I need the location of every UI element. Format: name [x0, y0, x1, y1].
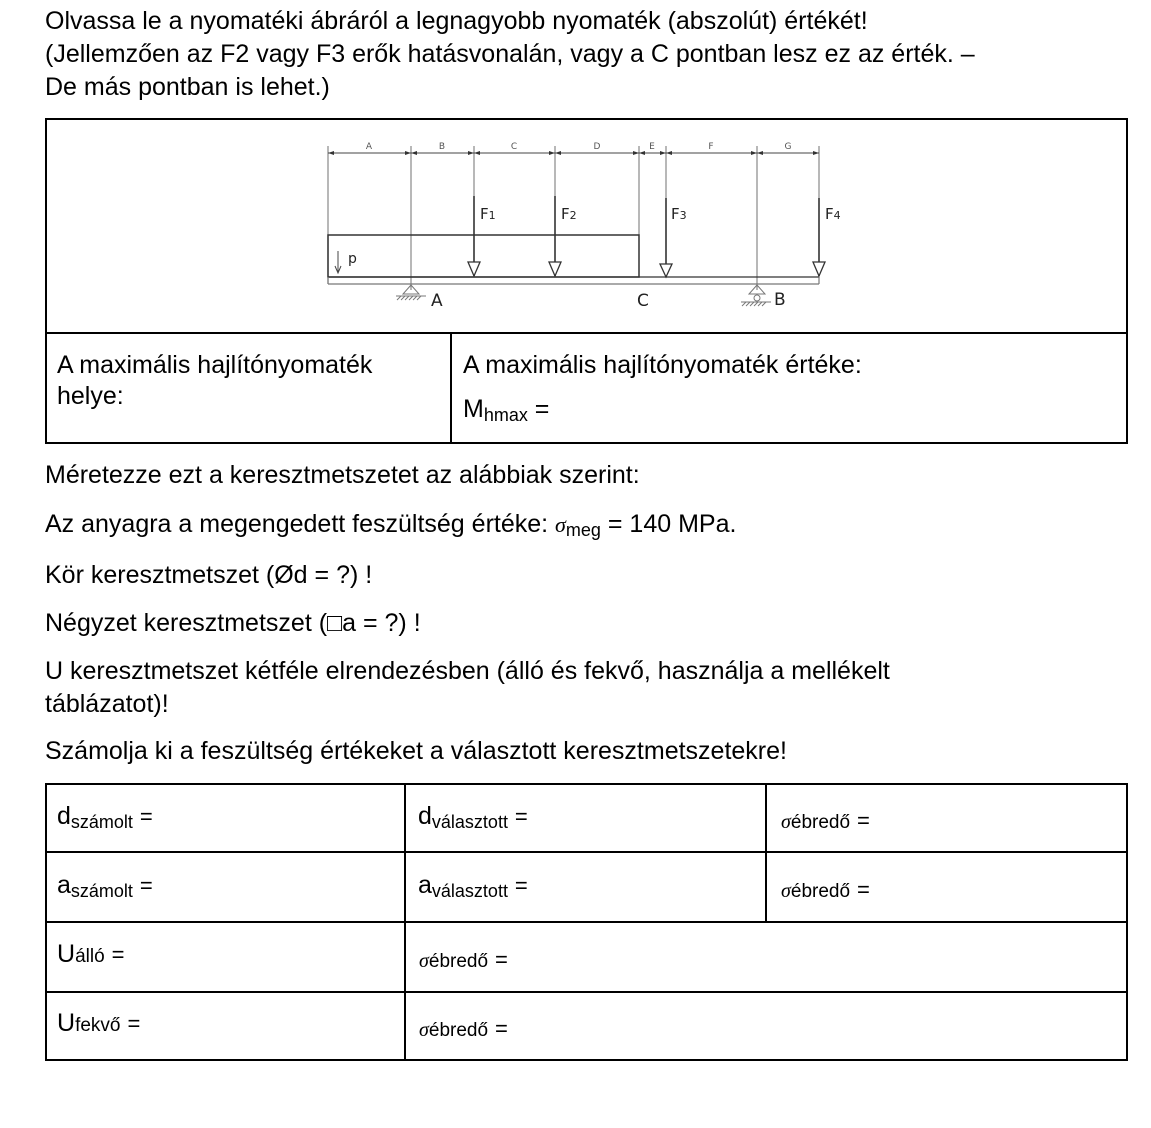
max-moment-value-cell[interactable] [452, 334, 1126, 442]
a-calculated-subscript: számolt [70, 881, 133, 901]
d-chosen-subscript: választott [431, 812, 508, 832]
max-moment-value-label: A maximális hajlítónyomaték értéke: [463, 351, 862, 379]
d-symbol: d [57, 802, 71, 830]
compute-stress-task: Számolja ki a feszültség értékeket a választott keresztmetszetekre! [45, 737, 787, 765]
circle-section-task: Kör keresztmetszet (Ød = ?) ! [45, 561, 373, 589]
equals-sign: = [495, 1016, 508, 1041]
segment-label-c: C [510, 142, 518, 152]
sigma-arising-subscript: ébredő [790, 812, 851, 833]
sigma-symbol: σ [419, 950, 429, 972]
point-label-b: B [774, 290, 786, 310]
intro-line-3: De más pontban is lehet.) [45, 73, 330, 101]
u-section-task-2: táblázatot)! [45, 690, 169, 718]
roller-support-icon [741, 285, 771, 306]
a-chosen-subscript: választott [431, 881, 508, 901]
max-moment-location-label-1: A maximális hajlítónyomaték [57, 351, 373, 379]
mhmax-subscript: hmax [483, 405, 528, 425]
u-standing-subscript: álló [75, 946, 105, 967]
d-symbol: d [418, 802, 432, 830]
sigma-circle-cell[interactable] [767, 785, 1126, 851]
allowed-stress-value: = 140 MPa. [607, 510, 737, 538]
a-calculated-cell[interactable] [47, 853, 404, 921]
segment-label-a: A [365, 142, 373, 152]
force-label-f4: F4 [825, 205, 841, 223]
point-label-a: A [431, 291, 443, 311]
equals-sign: = [111, 942, 125, 967]
u-lying-cell[interactable] [47, 993, 404, 1059]
segment-label-b: B [438, 142, 446, 152]
sigma-u-lying-cell[interactable] [406, 993, 1126, 1059]
equals-sign: = [514, 804, 528, 829]
u-symbol: U [57, 1009, 76, 1037]
d-calculated-cell[interactable] [47, 785, 404, 851]
beam-diagram [0, 0, 1151, 340]
segment-label-f: F [708, 142, 714, 152]
sigma-symbol: σ [419, 1019, 429, 1041]
u-lying-subscript: fekvő [75, 1015, 121, 1036]
a-symbol: a [57, 871, 71, 899]
sigma-arising-subscript: ébredő [428, 951, 489, 972]
segment-label-d: D [593, 142, 601, 152]
a-chosen-cell[interactable] [406, 853, 765, 921]
force-arrowhead-icon [549, 262, 561, 276]
equals-sign: = [139, 873, 153, 898]
u-section-task-1: U keresztmetszet kétféle elrendezésben (álló és fekvő, használja a mellékelt [45, 657, 890, 685]
load-label-p: p [348, 251, 357, 267]
equals-sign: = [495, 947, 508, 972]
equals-sign: = [514, 873, 528, 898]
distributed-load-arrow-icon [335, 251, 341, 273]
force-label-f3: F3 [671, 205, 687, 223]
mhmax-symbol: M [463, 395, 484, 423]
max-moment-location-label-2: helye: [57, 382, 124, 410]
sigma-arising-subscript: ébredő [428, 1020, 489, 1041]
u-standing-cell[interactable] [47, 923, 404, 991]
point-label-c: C [637, 291, 649, 311]
sigma-arising-subscript: ébredő [790, 881, 851, 902]
allowed-stress-line [45, 509, 736, 546]
force-arrowhead-icon [468, 262, 480, 276]
segment-label-g: G [784, 142, 792, 152]
equals-sign: = [127, 1011, 141, 1036]
a-symbol: a [418, 871, 432, 899]
force-arrowhead-icon [813, 262, 825, 276]
allowed-stress-prefix: Az anyagra a megengedett feszültség értéke: [45, 510, 549, 538]
force-label-f2: F2 [561, 205, 577, 223]
intro-line-2: (Jellemzően az F2 vagy F3 erők hatásvonalán, vagy a C pontban lesz ez az érték. – [45, 40, 975, 68]
d-calculated-subscript: számolt [70, 812, 133, 832]
sigma-symbol: σ [781, 880, 791, 902]
force-arrowhead-icon [660, 264, 672, 277]
intro-line-1: Olvassa le a nyomatéki ábráról a legnagyobb nyomaték (abszolút) értékét! [45, 7, 868, 35]
mhmax-equals: = [534, 395, 550, 423]
u-symbol: U [57, 940, 76, 968]
sigma-symbol: σ [555, 512, 566, 537]
sigma-symbol: σ [781, 811, 791, 833]
equals-sign: = [857, 877, 870, 902]
d-chosen-cell[interactable] [406, 785, 765, 851]
square-section-task: Négyzet keresztmetszet (□a = ?) ! [45, 609, 421, 637]
force-label-f1: F1 [480, 205, 496, 223]
mhmax-field [463, 394, 549, 430]
sigma-square-cell[interactable] [767, 853, 1126, 921]
max-moment-location-cell[interactable] [47, 334, 450, 442]
equals-sign: = [857, 808, 870, 833]
dimension-instruction: Méretezze ezt a keresztmetszetet az alábbiak szerint: [45, 461, 640, 489]
sigma-u-standing-cell[interactable] [406, 923, 1126, 991]
equals-sign: = [139, 804, 153, 829]
sigma-meg-subscript: meg [565, 520, 601, 540]
segment-label-e: E [649, 142, 655, 152]
